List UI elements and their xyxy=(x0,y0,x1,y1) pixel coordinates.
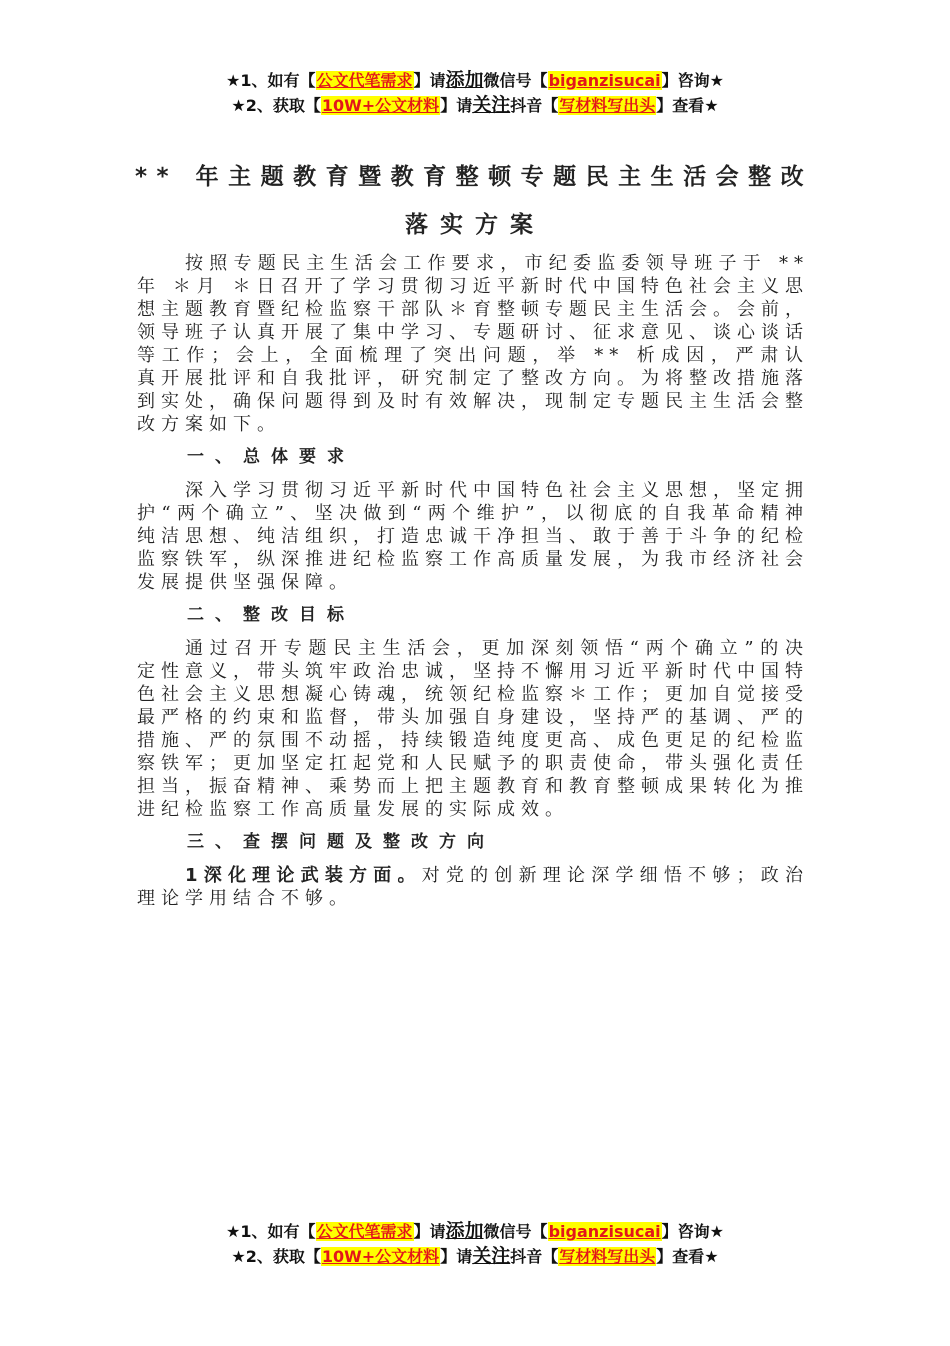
add-emphasis: 添加 xyxy=(445,1220,484,1242)
wechat-id: biganzisucai xyxy=(548,71,661,90)
wechat-id: biganzisucai xyxy=(548,1222,661,1241)
service-highlight: 公文代笔需求 xyxy=(316,1222,413,1241)
item-1-paragraph xyxy=(137,864,809,910)
section-2-heading: 二、整改目标 xyxy=(187,605,355,625)
follow-emphasis: 关注 xyxy=(472,94,511,116)
item-1-lead: 1深化理论武装方面。 xyxy=(185,865,422,886)
douyin-account: 写材料写出头 xyxy=(559,1247,656,1266)
materials-highlight: 10W+公文材料 xyxy=(321,1247,440,1266)
promo-banner-bottom xyxy=(0,1219,950,1269)
title-line-1: ** 年主题教育暨教育整顿专题民主生活会整改 xyxy=(135,164,814,190)
promo-line-2: ★2、获取【10W+公文材料】请关注抖音【写材料写出头】查看★ xyxy=(231,94,719,116)
promo-banner-top xyxy=(0,68,950,118)
section-1-heading: 一、总体要求 xyxy=(187,447,355,467)
document-body xyxy=(137,252,809,910)
section-2-paragraph: 通过召开专题民主生活会，更加深刻领悟“两个确立”的决定性意义，带头筑牢政治忠诚，坚持不懈用习近平新时代中国特色社会主义思想凝心铸魂，统领纪检监察＊工作；更加自觉接受最严格的约束和监督，带头加强自身建设，坚持严的基调、严的措施、严的氛围不动摇，持续锻造纯度更高、成色更足的纪检监察铁军；更加坚定扛起党和人民赋予的职责使命，带头强化责任担当，振奋精神、乘势而上把主题教育和教育整顿成果转化为推进纪检监察工作高质量发展的实际成效。 xyxy=(137,638,809,820)
service-highlight: 公文代笔需求 xyxy=(316,71,413,90)
section-3-heading: 三、查摆问题及整改方向 xyxy=(187,832,495,852)
follow-emphasis: 关注 xyxy=(472,1245,511,1267)
title-line-2: 落实方案 xyxy=(405,212,545,238)
promo-line-2: ★2、获取【10W+公文材料】请关注抖音【写材料写出头】查看★ xyxy=(231,1245,719,1267)
section-1-paragraph: 深入学习贯彻习近平新时代中国特色社会主义思想，坚定拥护“两个确立”、坚决做到“两个维护”，以彻底的自我革命精神纯洁思想、纯洁组织，打造忠诚干净担当、敢于善于斗争的纪检监察铁军，纵深推进纪检监察工作高质量发展，为我市经济社会发展提供坚强保障。 xyxy=(137,480,809,593)
item-1-text: 对党的创新理论深学细悟不够；政治理论学用结合不够。 xyxy=(137,865,809,909)
promo-line-1: ★1、如有【公文代笔需求】请添加微信号【biganzisucai】咨询★ xyxy=(226,1220,724,1242)
intro-paragraph: 按照专题民主生活会工作要求，市纪委监委领导班子于 ** 年 ＊月 ＊日召开了学习贯彻习近平新时代中国特色社会主义思想主题教育暨纪检监察干部队＊育整顿专题民主生活会。会前，领导班子认真开展了集中学习、专题研讨、征求意见、谈心谈话等工作；会上，全面梳理了突出问题，举 ** 析成因，严肃认真开展批评和自我批评，研究制定了整改方向。为将整改措施落到实处，确保问题得到及时有效解决，现制定专题民主生活会整改方案如下。 xyxy=(137,253,809,435)
promo-line-1: ★1、如有【公文代笔需求】请添加微信号【biganzisucai】咨询★ xyxy=(226,69,724,91)
materials-highlight: 10W+公文材料 xyxy=(321,96,440,115)
douyin-account: 写材料写出头 xyxy=(559,96,656,115)
add-emphasis: 添加 xyxy=(445,69,484,91)
